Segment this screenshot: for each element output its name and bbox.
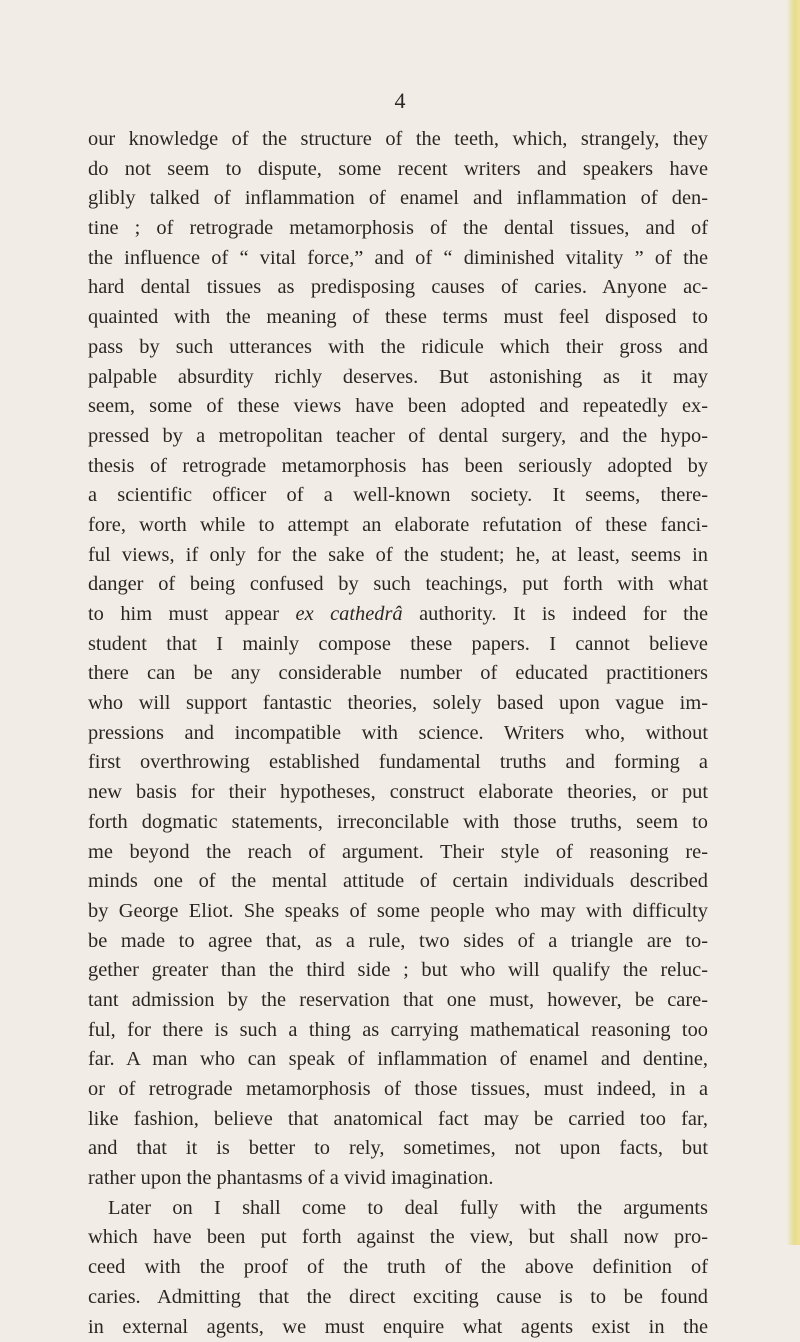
text-line: first overthrowing established fundamental truths and forming a	[88, 748, 708, 778]
text-line: which have been put forth against the view, but shall now pro-	[88, 1223, 708, 1253]
text-line: Later on I shall come to deal fully with the arguments	[88, 1194, 708, 1224]
text-line: thesis of retrograde metamorphosis has been seriously adopted by	[88, 452, 708, 482]
text-line: who will support fantastic theories, solely based upon vague im-	[88, 689, 708, 719]
text-line: student that I mainly compose these papers. I cannot believe	[88, 630, 708, 660]
text-line-with-italic	[88, 600, 708, 630]
text-line: do not seem to dispute, some recent writers and speakers have	[88, 155, 708, 185]
text-line: a scientific officer of a well-known society. It seems, there-	[88, 481, 708, 511]
text-line: gether greater than the third side ; but who will qualify the reluc-	[88, 956, 708, 986]
text-line: or of retrograde metamorphosis of those tissues, must indeed, in a	[88, 1075, 708, 1105]
text-line: danger of being confused by such teachings, put forth with what	[88, 570, 708, 600]
text-line: tine ; of retrograde metamorphosis of the dental tissues, and of	[88, 214, 708, 244]
italic-phrase: ex cathedrâ	[296, 603, 403, 625]
text-segment: to him must appear	[88, 603, 296, 625]
text-line: and that it is better to rely, sometimes, not upon facts, but	[88, 1134, 708, 1164]
text-line: new basis for their hypotheses, construct elaborate theories, or put	[88, 778, 708, 808]
text-line: me beyond the reach of argument. Their style of reasoning re-	[88, 838, 708, 868]
text-line: tant admission by the reservation that one must, however, be care-	[88, 986, 708, 1016]
text-line: seem, some of these views have been adopted and repeatedly ex-	[88, 392, 708, 422]
text-line: pressed by a metropolitan teacher of dental surgery, and the hypo-	[88, 422, 708, 452]
text-line: quainted with the meaning of these terms must feel disposed to	[88, 303, 708, 333]
text-line: in external agents, we must enquire what agents exist in the	[88, 1313, 708, 1342]
text-line: our knowledge of the structure of the teeth, which, strangely, they	[88, 125, 708, 155]
text-line: ful views, if only for the sake of the student; he, at least, seems in	[88, 541, 708, 571]
text-segment: authority. It is indeed for the	[403, 603, 708, 625]
text-line: glibly talked of inflammation of enamel and inflammation of den-	[88, 184, 708, 214]
text-line: palpable absurdity richly deserves. But astonishing as it may	[88, 363, 708, 393]
text-line: ful, for there is such a thing as carrying mathematical reasoning too	[88, 1016, 708, 1046]
text-line: hard dental tissues as predisposing causes of caries. Anyone ac-	[88, 273, 708, 303]
text-line: ceed with the proof of the truth of the above definition of	[88, 1253, 708, 1283]
text-line: by George Eliot. She speaks of some people who may with difficulty	[88, 897, 708, 927]
text-line: be made to agree that, as a rule, two sides of a triangle are to-	[88, 927, 708, 957]
page-edge	[786, 0, 800, 1245]
text-line: rather upon the phantasms of a vivid imagination.	[88, 1164, 708, 1194]
text-line: minds one of the mental attitude of certain individuals described	[88, 867, 708, 897]
page-text	[88, 125, 708, 1342]
text-line: pressions and incompatible with science. Writers who, without	[88, 719, 708, 749]
text-line: forth dogmatic statements, irreconcilable with those truths, seem to	[88, 808, 708, 838]
text-line: caries. Admitting that the direct exciting cause is to be found	[88, 1283, 708, 1313]
text-line: like fashion, believe that anatomical fact may be carried too far,	[88, 1105, 708, 1135]
text-line: pass by such utterances with the ridicule which their gross and	[88, 333, 708, 363]
text-line: the influence of “ vital force,” and of “ diminished vitality ” of the	[88, 244, 708, 274]
text-line: fore, worth while to attempt an elaborate refutation of these fanci-	[88, 511, 708, 541]
text-line: far. A man who can speak of inflammation of enamel and dentine,	[88, 1045, 708, 1075]
page-number: 4	[0, 88, 800, 114]
text-line: there can be any considerable number of educated practitioners	[88, 659, 708, 689]
